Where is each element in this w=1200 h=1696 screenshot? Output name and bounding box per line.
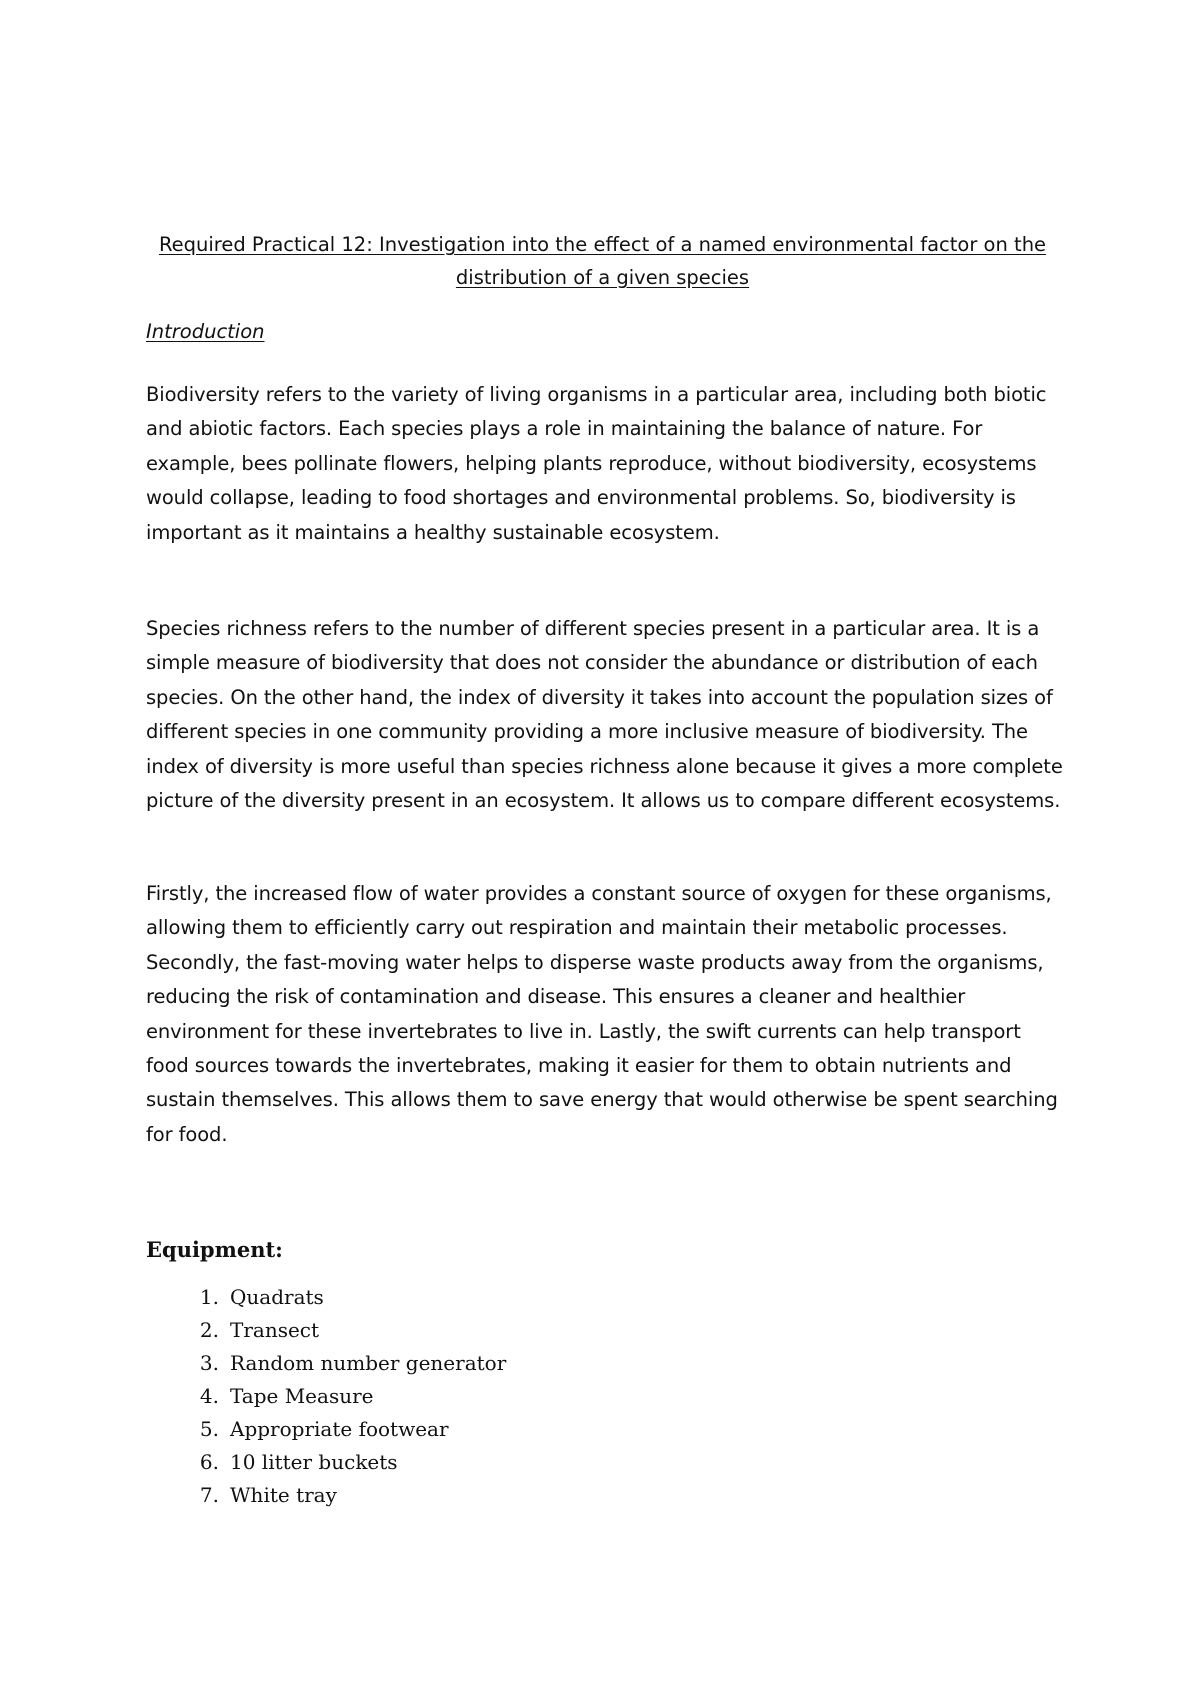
equipment-item <box>146 1413 506 1446</box>
equipment-list <box>146 1281 506 1512</box>
equipment-item-text: Appropriate footwear <box>230 1417 449 1441</box>
document-title: Required Practical 12: Investigation into the effect of a named environmental factor on the distribution of a given species <box>158 233 1047 289</box>
list-number: 7. <box>199 1483 219 1507</box>
equipment-item <box>146 1479 506 1512</box>
equipment-item-text: White tray <box>230 1483 337 1507</box>
equipment-item-text: Tape Measure <box>230 1384 374 1408</box>
equipment-item-text: Quadrats <box>230 1285 324 1309</box>
list-number: 1. <box>199 1285 219 1309</box>
equipment-item-text: Random number generator <box>230 1351 507 1375</box>
equipment-item <box>146 1347 506 1380</box>
equipment-heading: Equipment: <box>146 1237 283 1262</box>
introduction-heading: Introduction <box>146 320 265 343</box>
list-number: 2. <box>199 1318 219 1342</box>
intro-paragraph-biodiversity: Biodiversity refers to the variety of living organisms in a particular area, including both biotic and abiotic factors. Each species plays a role in maintaining the balance of nature. For example, bees pollinate flowers, helping plants reproduce, without biodiversity, ecosystems would collapse, leading to food shortages and environmental problems. So, biodiversity is important as it maintains a healthy sustainable ecosystem. <box>146 383 1047 544</box>
list-number: 5. <box>199 1417 219 1441</box>
equipment-item <box>146 1380 506 1413</box>
equipment-item <box>146 1314 506 1347</box>
equipment-item <box>146 1281 506 1314</box>
list-number: 4. <box>199 1384 219 1408</box>
list-number: 6. <box>199 1450 219 1474</box>
equipment-item <box>146 1446 506 1479</box>
equipment-item-text: Transect <box>230 1318 320 1342</box>
intro-paragraph-water-flow: Firstly, the increased flow of water provides a constant source of oxygen for these organisms, allowing them to efficiently carry out respiration and maintain their metabolic processes. Secondly, the fast-moving water helps to disperse waste products away from the organisms, reducing the risk of contamination and disease. This ensures a cleaner and healthier environment for these invertebrates to live in. Lastly, the swift currents can help transport food sources towards the invertebrates, making it easier for them to obtain nutrients and sustain themselves. This allows them to save energy that would otherwise be spent searching for food. <box>146 882 1058 1146</box>
equipment-item-text: 10 litter buckets <box>230 1450 398 1474</box>
intro-paragraph-species-richness: Species richness refers to the number of different species present in a particular area. It is a simple measure of biodiversity that does not consider the abundance or distribution of each species. On the other hand, the index of diversity it takes into account the population sizes of different species in one community providing a more inclusive measure of biodiversity. The index of diversity is more useful than species richness alone because it gives a more complete picture of the diversity present in an ecosystem. It allows us to compare different ecosystems. <box>146 617 1063 813</box>
list-number: 3. <box>199 1351 219 1375</box>
